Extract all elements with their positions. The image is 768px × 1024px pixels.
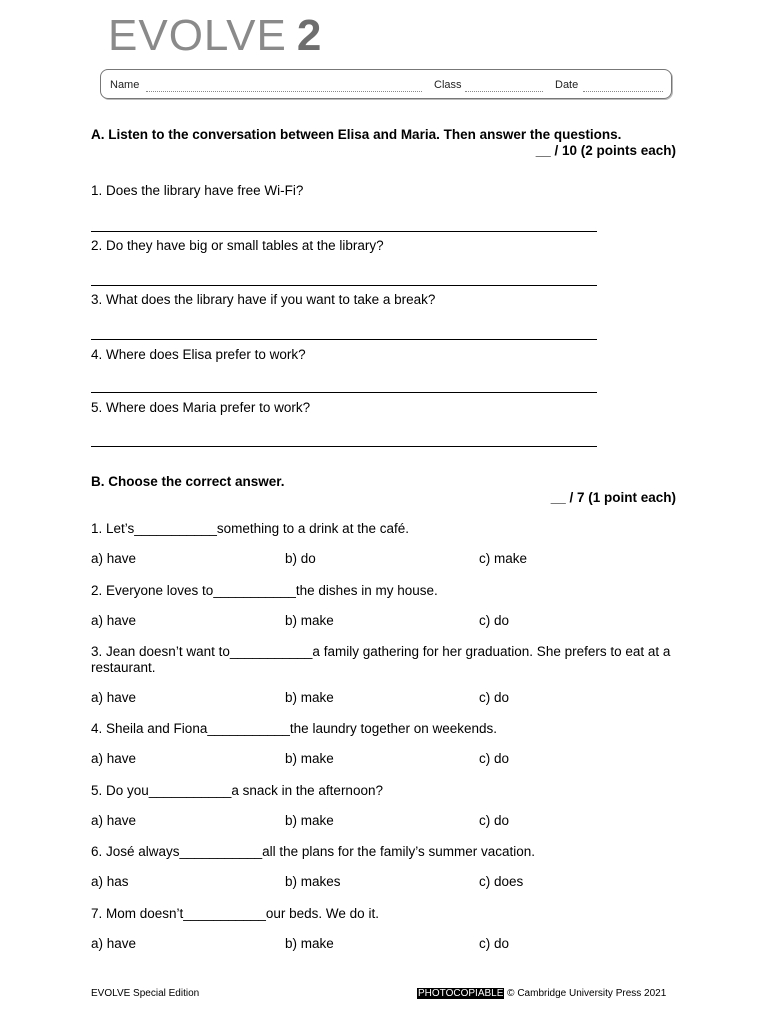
- class-field[interactable]: [465, 91, 543, 92]
- question-a5: 5. Where does Maria prefer to work?: [91, 400, 311, 415]
- option-b3-a[interactable]: a) have: [91, 690, 137, 705]
- option-b7-b[interactable]: b) make: [285, 936, 334, 951]
- question-a2: 2. Do they have big or small tables at the library?: [91, 238, 384, 253]
- answer-line-a4[interactable]: [91, 392, 597, 393]
- answer-line-a3[interactable]: [91, 339, 597, 340]
- name-label: Name: [110, 79, 140, 91]
- option-b1-a[interactable]: a) have: [91, 551, 137, 566]
- option-b1-c[interactable]: c) make: [479, 551, 528, 566]
- section-a-score: __ / 10 (2 points each): [535, 143, 676, 158]
- question-b4: 4. Sheila and Fiona___________the laundry together on weekends.: [91, 721, 498, 736]
- option-b4-a[interactable]: a) have: [91, 751, 137, 766]
- option-b1-b[interactable]: b) do: [285, 551, 316, 566]
- option-b6-a[interactable]: a) has: [91, 874, 129, 889]
- option-b6-b[interactable]: b) makes: [285, 874, 341, 889]
- question-b2: 2. Everyone loves to___________the dishes in my house.: [91, 583, 438, 598]
- evolve-logo: [108, 11, 323, 60]
- date-field[interactable]: [583, 91, 663, 92]
- question-a4: 4. Where does Elisa prefer to work?: [91, 347, 306, 362]
- logo-text: EVOLVE: [108, 11, 287, 60]
- option-b5-a[interactable]: a) have: [91, 813, 137, 828]
- photocopiable-badge: PHOTOCOPIABLE: [418, 988, 504, 999]
- footer-edition: EVOLVE Special Edition: [91, 988, 200, 999]
- section-b-score: __ / 7 (1 point each): [550, 490, 676, 505]
- option-b3-c[interactable]: c) do: [479, 690, 510, 705]
- option-b2-b[interactable]: b) make: [285, 613, 334, 628]
- option-b7-c[interactable]: c) do: [479, 936, 510, 951]
- option-b4-c[interactable]: c) do: [479, 751, 510, 766]
- logo-number: 2: [296, 11, 323, 60]
- option-b2-a[interactable]: a) have: [91, 613, 137, 628]
- option-b7-a[interactable]: a) have: [91, 936, 137, 951]
- question-b7: 7. Mom doesn’t___________our beds. We do it.: [91, 906, 379, 921]
- option-b2-c[interactable]: c) do: [479, 613, 510, 628]
- question-b6: 6. José always___________all the plans for the family’s summer vacation.: [91, 844, 535, 859]
- answer-line-a1[interactable]: [91, 231, 597, 232]
- date-label: Date: [555, 79, 579, 91]
- option-b3-b[interactable]: b) make: [285, 690, 334, 705]
- footer-copyright: [417, 988, 666, 999]
- section-a-title: A. Listen to the conversation between Elisa and Maria. Then answer the questions.: [91, 127, 622, 142]
- option-b5-b[interactable]: b) make: [285, 813, 334, 828]
- question-b1: 1. Let’s___________something to a drink at the café.: [91, 521, 409, 536]
- question-a1: 1. Does the library have free Wi-Fi?: [91, 183, 304, 198]
- option-b4-b[interactable]: b) make: [285, 751, 334, 766]
- answer-line-a5[interactable]: [91, 446, 597, 447]
- question-b3: 3. Jean doesn’t want to___________a family gathering for her graduation. She prefers to eat at a restaurant.: [91, 644, 671, 675]
- copyright-text: © Cambridge University Press 2021: [504, 988, 667, 999]
- section-b-title: B. Choose the correct answer.: [91, 474, 285, 489]
- answer-line-a2[interactable]: [91, 285, 597, 286]
- name-field[interactable]: [146, 91, 422, 92]
- name-class-date-bar: [100, 69, 672, 99]
- option-b5-c[interactable]: c) do: [479, 813, 510, 828]
- question-a3: 3. What does the library have if you want to take a break?: [91, 292, 436, 307]
- class-label: Class: [434, 79, 462, 91]
- question-b5: 5. Do you___________a snack in the afternoon?: [91, 783, 383, 798]
- option-b6-c[interactable]: c) does: [479, 874, 524, 889]
